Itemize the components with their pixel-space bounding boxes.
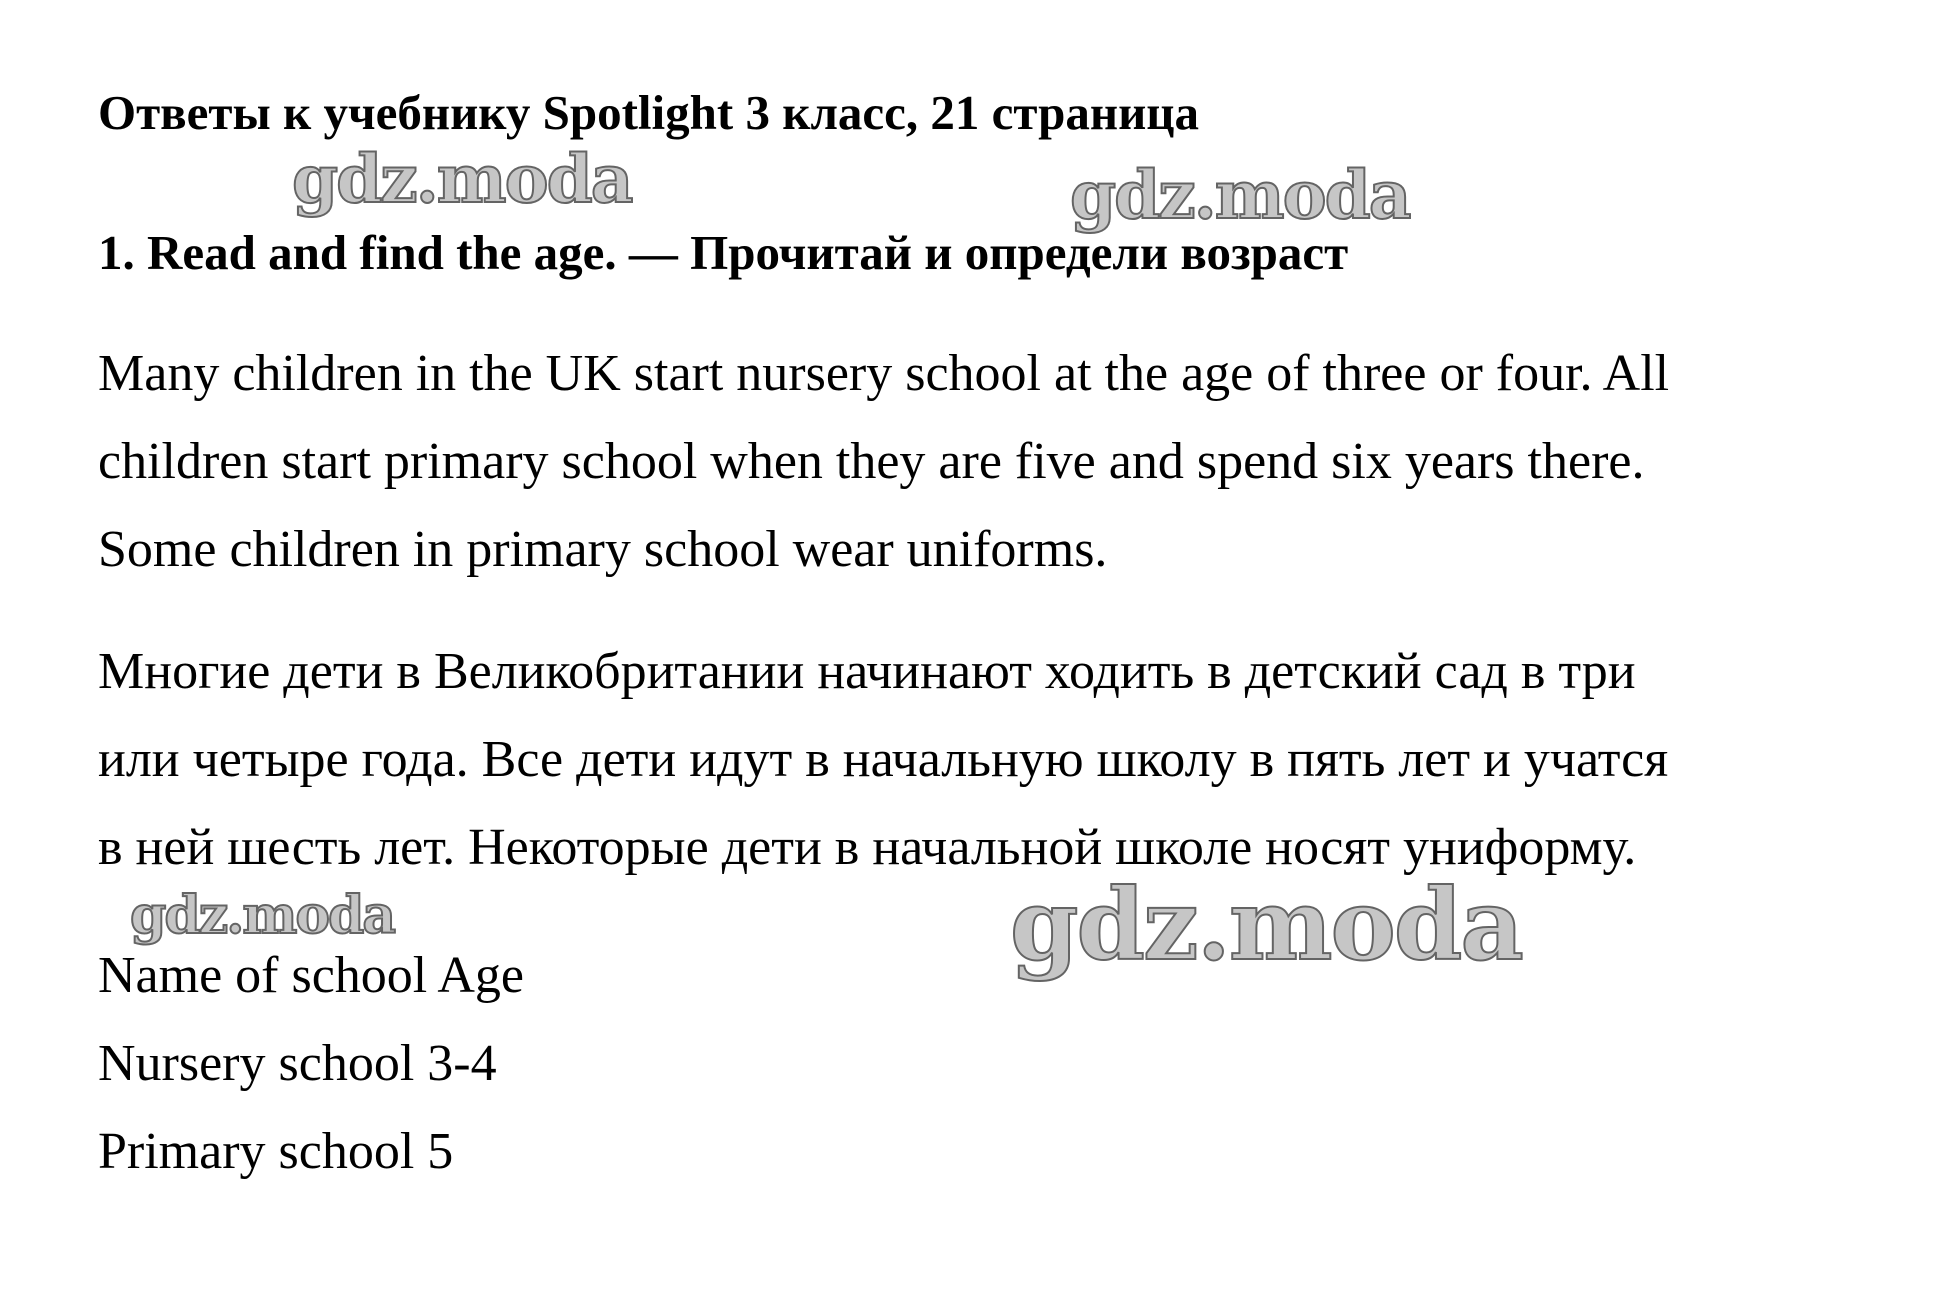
exercise-heading: 1. Read and find the age. — Прочитай и определи возраст [98, 225, 1349, 280]
text-line: или четыре года. Все дети идут в начальную школу в пять лет и учатся [98, 731, 1669, 788]
answer-table-row: Primary school 5 [98, 1123, 454, 1180]
watermark-logo: gdz.moda [130, 885, 395, 946]
text-line: Многие дети в Великобритании начинают ходить в детский сад в три [98, 643, 1636, 700]
watermark-logo: gdz.moda [1010, 868, 1522, 983]
watermark-logo: gdz.moda [292, 140, 632, 218]
text-line: children start primary school when they are five and spend six years there. [98, 433, 1645, 490]
watermark-logo: gdz.moda [1070, 156, 1410, 234]
russian-paragraph [98, 628, 1668, 892]
text-line: Some children in primary school wear uniforms. [98, 521, 1108, 578]
english-paragraph [98, 330, 1669, 594]
text-line: Many children in the UK start nursery school at the age of three or four. All [98, 345, 1670, 402]
page-title: Ответы к учебнику Spotlight 3 класс, 21 страница [98, 85, 1200, 140]
text-line: в ней шесть лет. Некоторые дети в начальной школе носят униформу. [98, 819, 1637, 876]
answer-table-row: Nursery school 3-4 [98, 1035, 497, 1092]
answer-table-header: Name of school Age [98, 947, 525, 1004]
answer-table [98, 932, 524, 1196]
